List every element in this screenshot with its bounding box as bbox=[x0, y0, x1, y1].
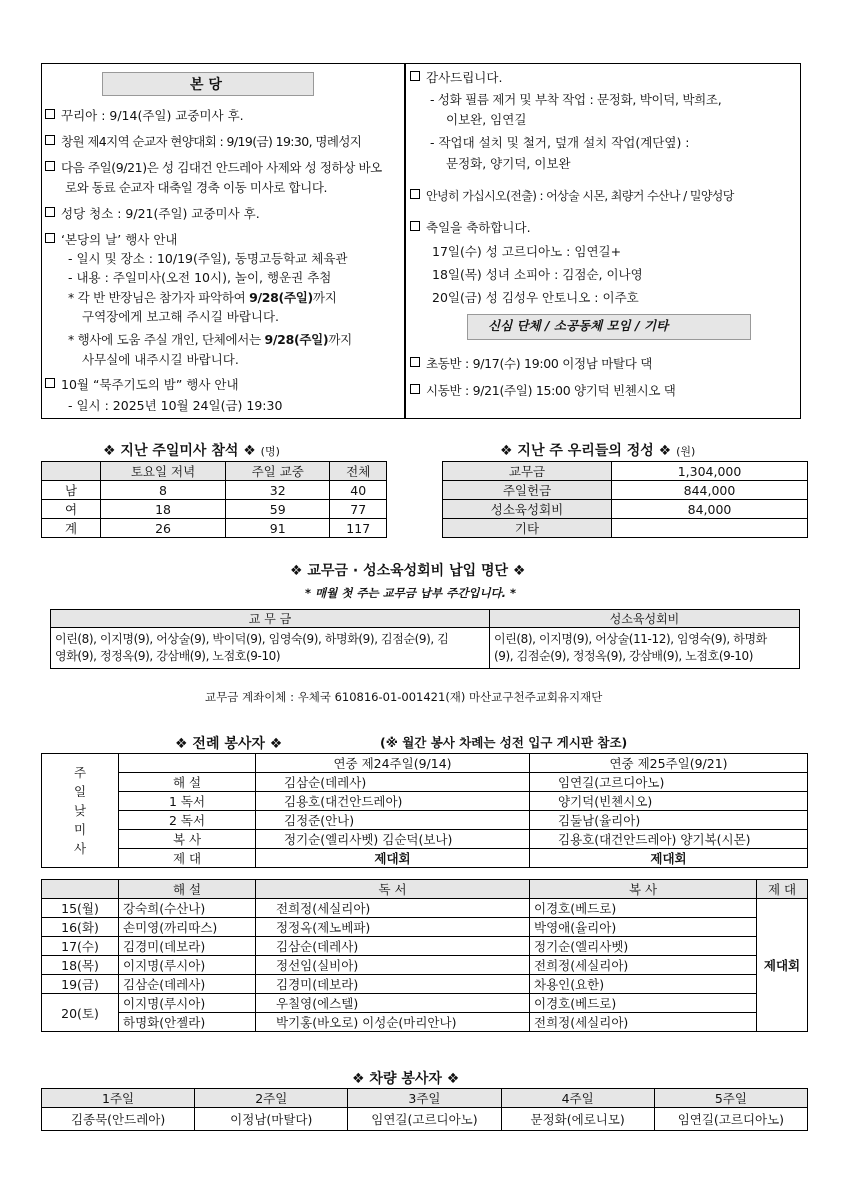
thanks-line: - 성화 필름 제거 및 부착 작업 : 문정화, 박이덕, 박희조, bbox=[430, 92, 722, 107]
notice-item: ‘본당의 날’ 행사 안내 bbox=[45, 232, 177, 248]
notice-item: 다음 주일(9/21)은 성 김대건 안드레아 사제와 성 정하상 바오 bbox=[45, 160, 382, 176]
offering-table: 교무금 1,304,000 주일헌금 844,000 성소육성회비 84,000 기타 bbox=[442, 461, 808, 538]
vehicle-table: 1주일 2주일 3주일 4주일 5주일 김종묵(안드레아) 이정남(마탈다) 임연길(고르디아노) 문정화(에로니모) 임연길(고르디아노) bbox=[41, 1088, 808, 1131]
farewell-line: 안녕히 가십시오(전출) : 어상술 시몬, 최량거 수산나 / 밀양성당 bbox=[410, 188, 734, 204]
donors-table: 교 무 금 성소육성회비 이린(8), 이지명(9), 어상술(9), 박이덕(9), 임영숙(9), 하명화(9), 김점순(9), 김 영화(9), 정정옥(9), 강삼배(9), 노점호(9-10) 이린(8), 이지명(9), 어상술(11-12), 임영숙(9), 하명화 (9), 김점순(9), 정정옥(9), 강삼배(9), 노점호(9-10) bbox=[50, 609, 800, 669]
notice-sub: * 행사에 도움 주실 개인, 단체에서는 9/28(주일)까지 bbox=[68, 332, 352, 347]
liturgy-weekday-table: 해 설 독 서 복 사 제 대 15(월) 강숙희(수산나) 전희정(세실리아) 이경호(베드로) 제대회 16(화) 손미영(까리따스) 정정옥(제노베파) 박영애(율리아) 17(수) 김경미(데보라) 김삼순(데레사) 정기순(엘리사벳) 18(목) 이지명(루시아) 정선임(실비아) 전희정(세실리아) 19(금) 김삼순(데레사) 김경미(데보라) 차용인(요한) 20(토) 이지명(루시아) 우칠영(에스텔) 이경호(베드로) 하명화(안젤라) 박기홍(바오로) 이성순(마리안나) 전희정(세실리아) bbox=[41, 879, 808, 1032]
notice-sub: * 각 반 반장님은 참가자 파악하여 9/28(주일)까지 bbox=[68, 290, 337, 305]
parish-title: 본 당 bbox=[190, 77, 222, 93]
liturgy-title: ❖ 전례 봉사자 ❖ bbox=[175, 736, 283, 752]
attendance-title: ❖ 지난 주일미사 참석 ❖ (명) bbox=[103, 443, 280, 459]
thanks-title: 감사드립니다. bbox=[410, 70, 502, 86]
group-line: 초동반 : 9/17(수) 19:00 이정남 마탈다 댁 bbox=[410, 356, 652, 372]
sunday-mass-label: 주 일 낮 미 사 bbox=[42, 754, 119, 868]
notice-sub: 구역장에게 보고해 주시길 바랍니다. bbox=[82, 309, 280, 324]
offering-title: ❖ 지난 주 우리들의 정성 ❖ (원) bbox=[500, 443, 696, 459]
donors-subtitle: * 매월 첫 주는 교무금 납부 주간입니다. * bbox=[305, 586, 517, 600]
notice-sub: - 일시 및 장소 : 10/19(주일), 동명고등학교 체육관 bbox=[68, 251, 348, 266]
vehicle-title: ❖ 차량 봉사자 ❖ bbox=[352, 1071, 460, 1087]
thanks-line: 이보완, 임연길 bbox=[446, 112, 527, 127]
feast-line: 17일(수) 성 고르디아노 : 임연길+ bbox=[432, 244, 622, 259]
notice-item: 창원 제4지역 순교자 현양대회 : 9/19(금) 19:30, 명례성지 bbox=[45, 134, 361, 150]
thanks-line: 문정화, 양기덕, 이보완 bbox=[446, 156, 571, 171]
account-info: 교무금 계좌이체 : 우체국 610816-01-001421(재) 마산교구천주교회유지재단 bbox=[205, 690, 603, 704]
attendance-table: 토요일 저녁 주일 교중 전체 남 8 32 40 여 18 59 77 계 26 91 117 bbox=[41, 461, 387, 538]
thanks-line: - 작업대 설치 및 철거, 덮개 설치 작업(계단옆) : bbox=[430, 135, 690, 150]
notice-sub: - 일시 : 2025년 10월 24일(금) 19:30 bbox=[68, 398, 283, 413]
notice-item: 10월 “묵주기도의 밤” 행사 안내 bbox=[45, 377, 239, 393]
notice-item-cont: 로와 동료 순교자 대축일 경축 이동 미사로 합니다. bbox=[65, 180, 328, 195]
group-line: 시동반 : 9/21(주일) 15:00 양기덕 빈첸시오 댁 bbox=[410, 383, 676, 399]
notice-sub: 사무실에 내주시길 바랍니다. bbox=[82, 352, 239, 367]
feast-line: 20일(금) 성 김성우 안토니오 : 이주호 bbox=[432, 290, 639, 305]
feast-title: 축일을 축하합니다. bbox=[410, 220, 531, 236]
group-title: 신심 단체 / 소공동체 모임 / 기타 bbox=[488, 318, 669, 333]
donors-title: ❖ 교무금 · 성소육성회비 납입 명단 ❖ bbox=[290, 563, 526, 579]
notice-item: 성당 청소 : 9/21(주일) 교중미사 후. bbox=[45, 206, 260, 222]
liturgy-sunday-table: 주 일 낮 미 사 연중 제24주일(9/14) 연중 제25주일(9/21) 해 설 김삼순(데레사) 임연길(고르디아노) 1 독서 김용호(대건안드레아) 양기덕(빈첸시오) 2 독서 김정준(안나) 김둘남(율리아) 복 사 정기순(엘리사벳) 김순덕(보나) 김용호(대건안드레아) 양기복(시몬) 제 대 제대회 제대회 bbox=[41, 753, 808, 868]
notice-item: 꾸리아 : 9/14(주일) 교중미사 후. bbox=[45, 108, 244, 124]
liturgy-note: (※ 월간 봉사 차례는 성전 입구 게시판 참조) bbox=[380, 735, 628, 750]
feast-line: 18일(목) 성녀 소피아 : 김점순, 이나영 bbox=[432, 267, 643, 282]
notice-sub: - 내용 : 주일미사(오전 10시), 놀이, 행운권 추첨 bbox=[68, 270, 332, 285]
